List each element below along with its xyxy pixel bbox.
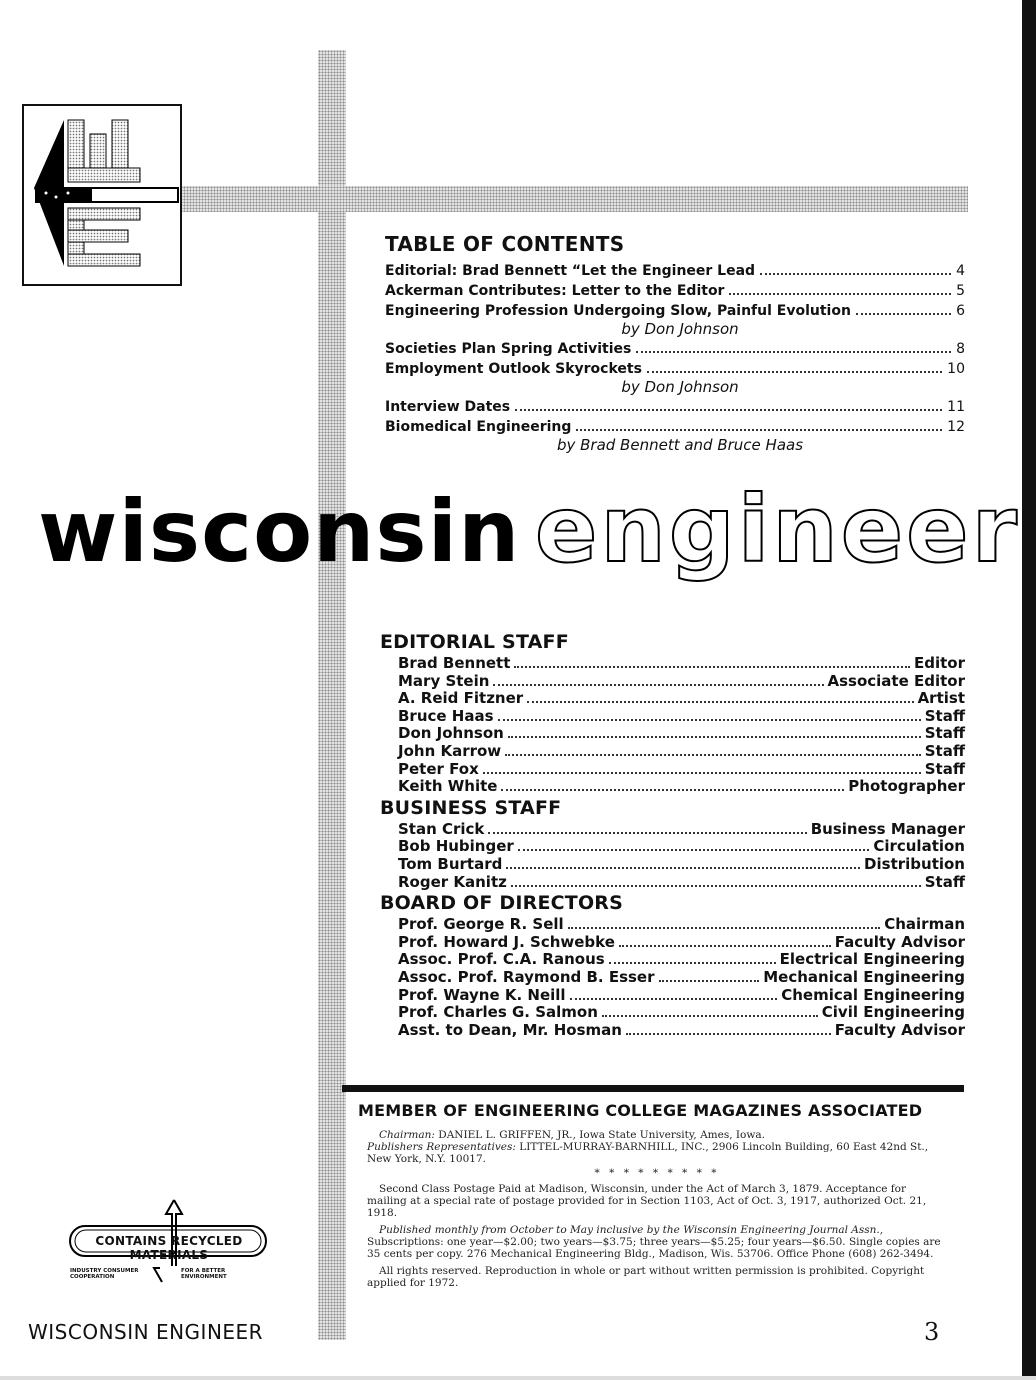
staff-row [398, 969, 965, 987]
star-separator: * * * * * * * * * [594, 1167, 720, 1179]
staff-role: Staff [924, 706, 965, 725]
toc-entry[interactable] [385, 281, 965, 301]
staff-role: Artist [917, 689, 965, 708]
table-of-contents [385, 232, 965, 455]
leader-dots [760, 273, 951, 275]
toc-entry-page: 8 [956, 341, 965, 357]
leader-dots [626, 1033, 831, 1035]
toc-entry[interactable] [385, 261, 965, 281]
toc-entry[interactable] [385, 301, 965, 321]
staff-name: Roger Kanitz [398, 872, 507, 891]
staff-name: Peter Fox [398, 759, 479, 778]
staff-name: John Karrow [398, 741, 502, 760]
staff-row [398, 951, 965, 969]
badge-left-text: INDUSTRY CONSUMER COOPERATION [70, 1268, 139, 1280]
staff-row [398, 916, 965, 934]
horizontal-screen-bar [180, 186, 968, 212]
recycled-badge [62, 1196, 274, 1286]
toc-entry[interactable] [385, 397, 965, 417]
staff-row [398, 874, 965, 892]
staff-name: Bruce Haas [398, 706, 494, 725]
footer-publication: WISCONSIN ENGINEER [28, 1320, 264, 1344]
staff-name: Brad Bennett [398, 654, 511, 672]
staff-role: Staff [924, 872, 965, 891]
toc-entry-page: 11 [947, 399, 965, 415]
staff-name: Prof. George R. Sell [398, 915, 564, 934]
staff-row [398, 690, 965, 708]
masthead-wisconsin: wisconsin [38, 482, 521, 582]
staff-role: Associate Editor [827, 671, 965, 690]
staff-name: Prof. Charles G. Salmon [398, 1003, 598, 1022]
publication-fine-print [367, 1129, 947, 1294]
leader-dots [602, 1015, 818, 1017]
toc-entry-page: 5 [956, 283, 965, 299]
staff-row [398, 856, 965, 874]
staff-name: Prof. Wayne K. Neill [398, 985, 566, 1004]
toc-byline: by Brad Bennett and Bruce Haas [556, 436, 804, 454]
staff-row [398, 1022, 965, 1040]
toc-entry-page: 6 [956, 303, 965, 319]
staff-row [398, 821, 965, 839]
staff-role: Civil Engineering [821, 1003, 965, 1022]
toc-entry-title: Biomedical Engineering [385, 419, 572, 435]
staff-name: Assoc. Prof. C.A. Ranous [398, 950, 605, 969]
staff-name: Bob Hubinger [398, 837, 514, 856]
staff-row [398, 987, 965, 1005]
leader-dots [511, 885, 921, 887]
staff-name: Don Johnson [398, 724, 504, 743]
leader-dots [501, 789, 844, 791]
reps-label: Publishers Representatives: [367, 1141, 516, 1153]
toc-entry-title: Engineering Profession Undergoing Slow, Painful Evolution [385, 303, 851, 319]
page-edge [1022, 0, 1036, 1380]
staff-role: Electrical Engineering [779, 950, 965, 969]
staff-row [398, 655, 965, 673]
staff-role: Distribution [864, 854, 965, 873]
chairman-label: Chairman: [379, 1129, 435, 1141]
leader-dots [483, 772, 921, 774]
staff-row [398, 725, 965, 743]
staff-name: Tom Burtard [398, 854, 503, 873]
leader-dots [659, 980, 760, 982]
leader-dots [506, 867, 860, 869]
toc-entry[interactable] [385, 339, 965, 359]
board-title: BOARD OF DIRECTORS [380, 892, 624, 915]
staff-name: Asst. to Dean, Mr. Hosman [398, 1020, 622, 1039]
toc-entry-title: Employment Outlook Skyrockets [385, 361, 642, 377]
chairman-text: DANIEL L. GRIFFEN, JR., Iowa State University, Ames, Iowa. [438, 1129, 765, 1141]
staff-row [398, 708, 965, 726]
leader-dots [515, 409, 942, 411]
staff-row [398, 673, 965, 691]
toc-entry-title: Editorial: Brad Bennett “Let the Engineer Lead [385, 263, 756, 279]
staff-name: A. Reid Fitzner [398, 689, 524, 708]
leader-dots [493, 684, 823, 686]
staff-role: Faculty Advisor [834, 932, 965, 951]
staff-name: Mary Stein [398, 671, 490, 690]
reps-text: LITTEL-MURRAY-BARNHILL, INC., 2906 Lincoln Building, 60 East 42nd St., New York, N.Y. 10017. [367, 1141, 929, 1165]
staff-role: Chemical Engineering [781, 985, 965, 1004]
member-title: MEMBER OF ENGINEERING COLLEGE MAGAZINES ASSOCIATED [358, 1101, 923, 1120]
staff-row [398, 743, 965, 761]
toc-entry-title: Ackerman Contributes: Letter to the Editor [385, 283, 725, 299]
leader-dots [518, 849, 870, 851]
staff-row [398, 1004, 965, 1022]
leader-dots [505, 754, 921, 756]
page-edge-bottom [0, 1376, 1036, 1380]
toc-entry-page: 10 [947, 361, 965, 377]
staff-role: Staff [924, 741, 965, 760]
leader-dots [527, 701, 913, 703]
masthead-engineer: engineer [535, 476, 1020, 583]
staff-row [398, 934, 965, 952]
toc-byline: by Don Johnson [621, 378, 739, 396]
toc-byline: by Don Johnson [621, 320, 739, 338]
toc-title: TABLE OF CONTENTS [385, 232, 625, 256]
staff-role: Editor [914, 654, 965, 672]
leader-dots [514, 666, 910, 668]
toc-entry-title: Interview Dates [385, 399, 511, 415]
leader-dots [636, 351, 951, 353]
leader-dots [568, 927, 881, 929]
staff-role: Mechanical Engineering [763, 967, 965, 986]
toc-entry-page: 4 [956, 263, 965, 279]
staff-name: Prof. Howard J. Schwebke [398, 932, 615, 951]
leader-dots [508, 736, 921, 738]
toc-entry[interactable] [385, 359, 965, 379]
business-staff-title: BUSINESS STAFF [380, 796, 562, 819]
postage-text: Second Class Postage Paid at Madison, Wisconsin, under the Act of March 3, 1879. Acceptance for mailing at a special rate of postage provided for in Section 1103, Act of Oct. 3, 1917, authorized Oct. 21, 1918. [367, 1183, 927, 1219]
leader-dots [498, 719, 921, 721]
staff-role: Staff [924, 724, 965, 743]
staff-row [398, 761, 965, 779]
badge-right-text: FOR A BETTER ENVIRONMENT [180, 1268, 227, 1280]
editorial-staff-title: EDITORIAL STAFF [380, 631, 569, 653]
vertical-screen-bar [318, 50, 346, 1340]
leader-dots [570, 998, 778, 1000]
leader-dots [619, 945, 831, 947]
footer-page-number: 3 [924, 1318, 940, 1346]
staff-role: Chairman [884, 915, 965, 934]
staff-role: Circulation [873, 837, 965, 856]
staff-role: Business Manager [810, 819, 965, 838]
leader-dots [856, 313, 951, 315]
staff-role: Photographer [848, 777, 965, 796]
leader-dots [647, 371, 942, 373]
toc-entry[interactable] [385, 417, 965, 437]
toc-entry-title: Societies Plan Spring Activities [385, 341, 632, 357]
staff-row [398, 838, 965, 856]
staff-role: Staff [924, 759, 965, 778]
divider-rule [342, 1085, 964, 1092]
staff-role: Faculty Advisor [834, 1020, 965, 1039]
badge-small-text [70, 1268, 270, 1280]
staff-name: Stan Crick [398, 819, 485, 838]
published-text: Subscriptions: one year—$2.00; two years—$3.75; three years—$5.25; four years—$6.50. Single copies are 35 cents per copy. 276 Mechanical Engineering Bldg., Madison, Wis. 53706. Office Phone (608) 262-3494. [367, 1236, 941, 1260]
staff-name: Keith White [398, 777, 498, 796]
rights-text: All rights reserved. Reproduction in whole or part without written permission is prohibited. Copyright applied for 1972. [367, 1265, 925, 1289]
staff-name: Assoc. Prof. Raymond B. Esser [398, 967, 655, 986]
we-logo [22, 104, 182, 286]
staff-row [398, 778, 965, 796]
leader-dots [729, 293, 951, 295]
leader-dots [576, 429, 942, 431]
we-monogram-icon [24, 106, 180, 284]
published-label: Published monthly from October to May inclusive by the Wisconsin Engineering Journal Assn., [379, 1224, 884, 1236]
leader-dots [488, 832, 806, 834]
toc-entry-page: 12 [947, 419, 965, 435]
staff-section [380, 630, 965, 1039]
badge-main-text: CONTAINS RECYCLED MATERIALS [95, 1234, 243, 1262]
leader-dots [609, 962, 776, 964]
